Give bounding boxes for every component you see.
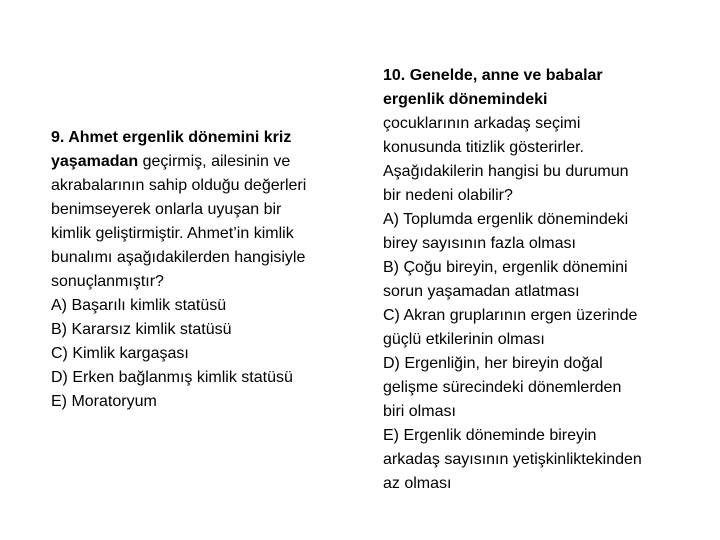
question-9-stem-line-7: sonuçlanmıştır? (51, 273, 164, 290)
question-10 (383, 64, 703, 496)
question-9-stem-line-5: kimlik geliştirmiştir. Ahmet’in kimlik (51, 225, 294, 242)
question-10-stem-line-2: konusunda titizlik gösterirler. (383, 139, 584, 156)
question-10-option-d-line-2[interactable]: gelişme sürecindeki dönemlerden (383, 379, 622, 396)
question-10-stem-bold-line-1: 10. Genelde, anne ve babalar (383, 67, 603, 84)
question-9-stem-line-3: akrabalarının sahip olduğu değerleri (51, 177, 307, 194)
question-10-stem-line-4: bir nedeni olabilir? (383, 187, 513, 204)
question-10-option-c-line-2[interactable]: güçlü etkilerinin olması (383, 331, 545, 348)
question-9-stem-line-6: bunalımı aşağıdakilerden hangisiyle (51, 249, 306, 266)
question-9-stem-text: geçirmiş, ailesinin ve (138, 153, 291, 170)
question-10-option-d-line-1[interactable]: D) Ergenliğin, her bireyin doğal (383, 355, 603, 372)
question-10-option-b-line-2[interactable]: sorun yaşamadan atlatması (383, 283, 580, 300)
question-9-option-d[interactable]: D) Erken bağlanmış kimlik statüsü (51, 369, 293, 386)
question-9-stem-bold: yaşamadan (51, 153, 139, 170)
question-10-option-c-line-1[interactable]: C) Akran gruplarının ergen üzerinde (383, 307, 638, 324)
question-9-option-a[interactable]: A) Başarılı kimlik statüsü (51, 297, 227, 314)
question-9-stem-bold: 9. Ahmet ergenlik dönemini kriz (51, 129, 292, 146)
question-9-stem-line-2 (51, 150, 351, 174)
question-10-option-e-line-3[interactable]: az olması (383, 475, 452, 492)
question-9-stem-line-4: benimseyerek onlarla uyuşan bir (51, 201, 282, 218)
question-9-option-b[interactable]: B) Kararsız kimlik statüsü (51, 321, 232, 338)
question-10-option-e-line-1[interactable]: E) Ergenlik döneminde bireyin (383, 427, 597, 444)
question-10-stem-line-3: Aşağıdakilerin hangisi bu durumun (383, 163, 629, 180)
question-10-option-e-line-2[interactable]: arkadaş sayısının yetişkinliktekinden (383, 451, 642, 468)
question-9 (51, 126, 351, 414)
question-10-stem-bold-line-2: ergenlik dönemindeki (383, 91, 548, 108)
question-9-option-e[interactable]: E) Moratoryum (51, 393, 157, 410)
question-10-option-d-line-3[interactable]: biri olması (383, 403, 456, 420)
question-10-stem-line-1: çocuklarının arkadaş seçimi (383, 115, 581, 132)
question-9-option-c[interactable]: C) Kimlik kargaşası (51, 345, 189, 362)
question-9-stem-line-1 (51, 126, 351, 150)
question-10-option-a-line-1[interactable]: A) Toplumda ergenlik dönemindeki (383, 211, 629, 228)
question-10-option-b-line-1[interactable]: B) Çoğu bireyin, ergenlik dönemini (383, 259, 628, 276)
question-10-option-a-line-2[interactable]: birey sayısının fazla olması (383, 235, 576, 252)
